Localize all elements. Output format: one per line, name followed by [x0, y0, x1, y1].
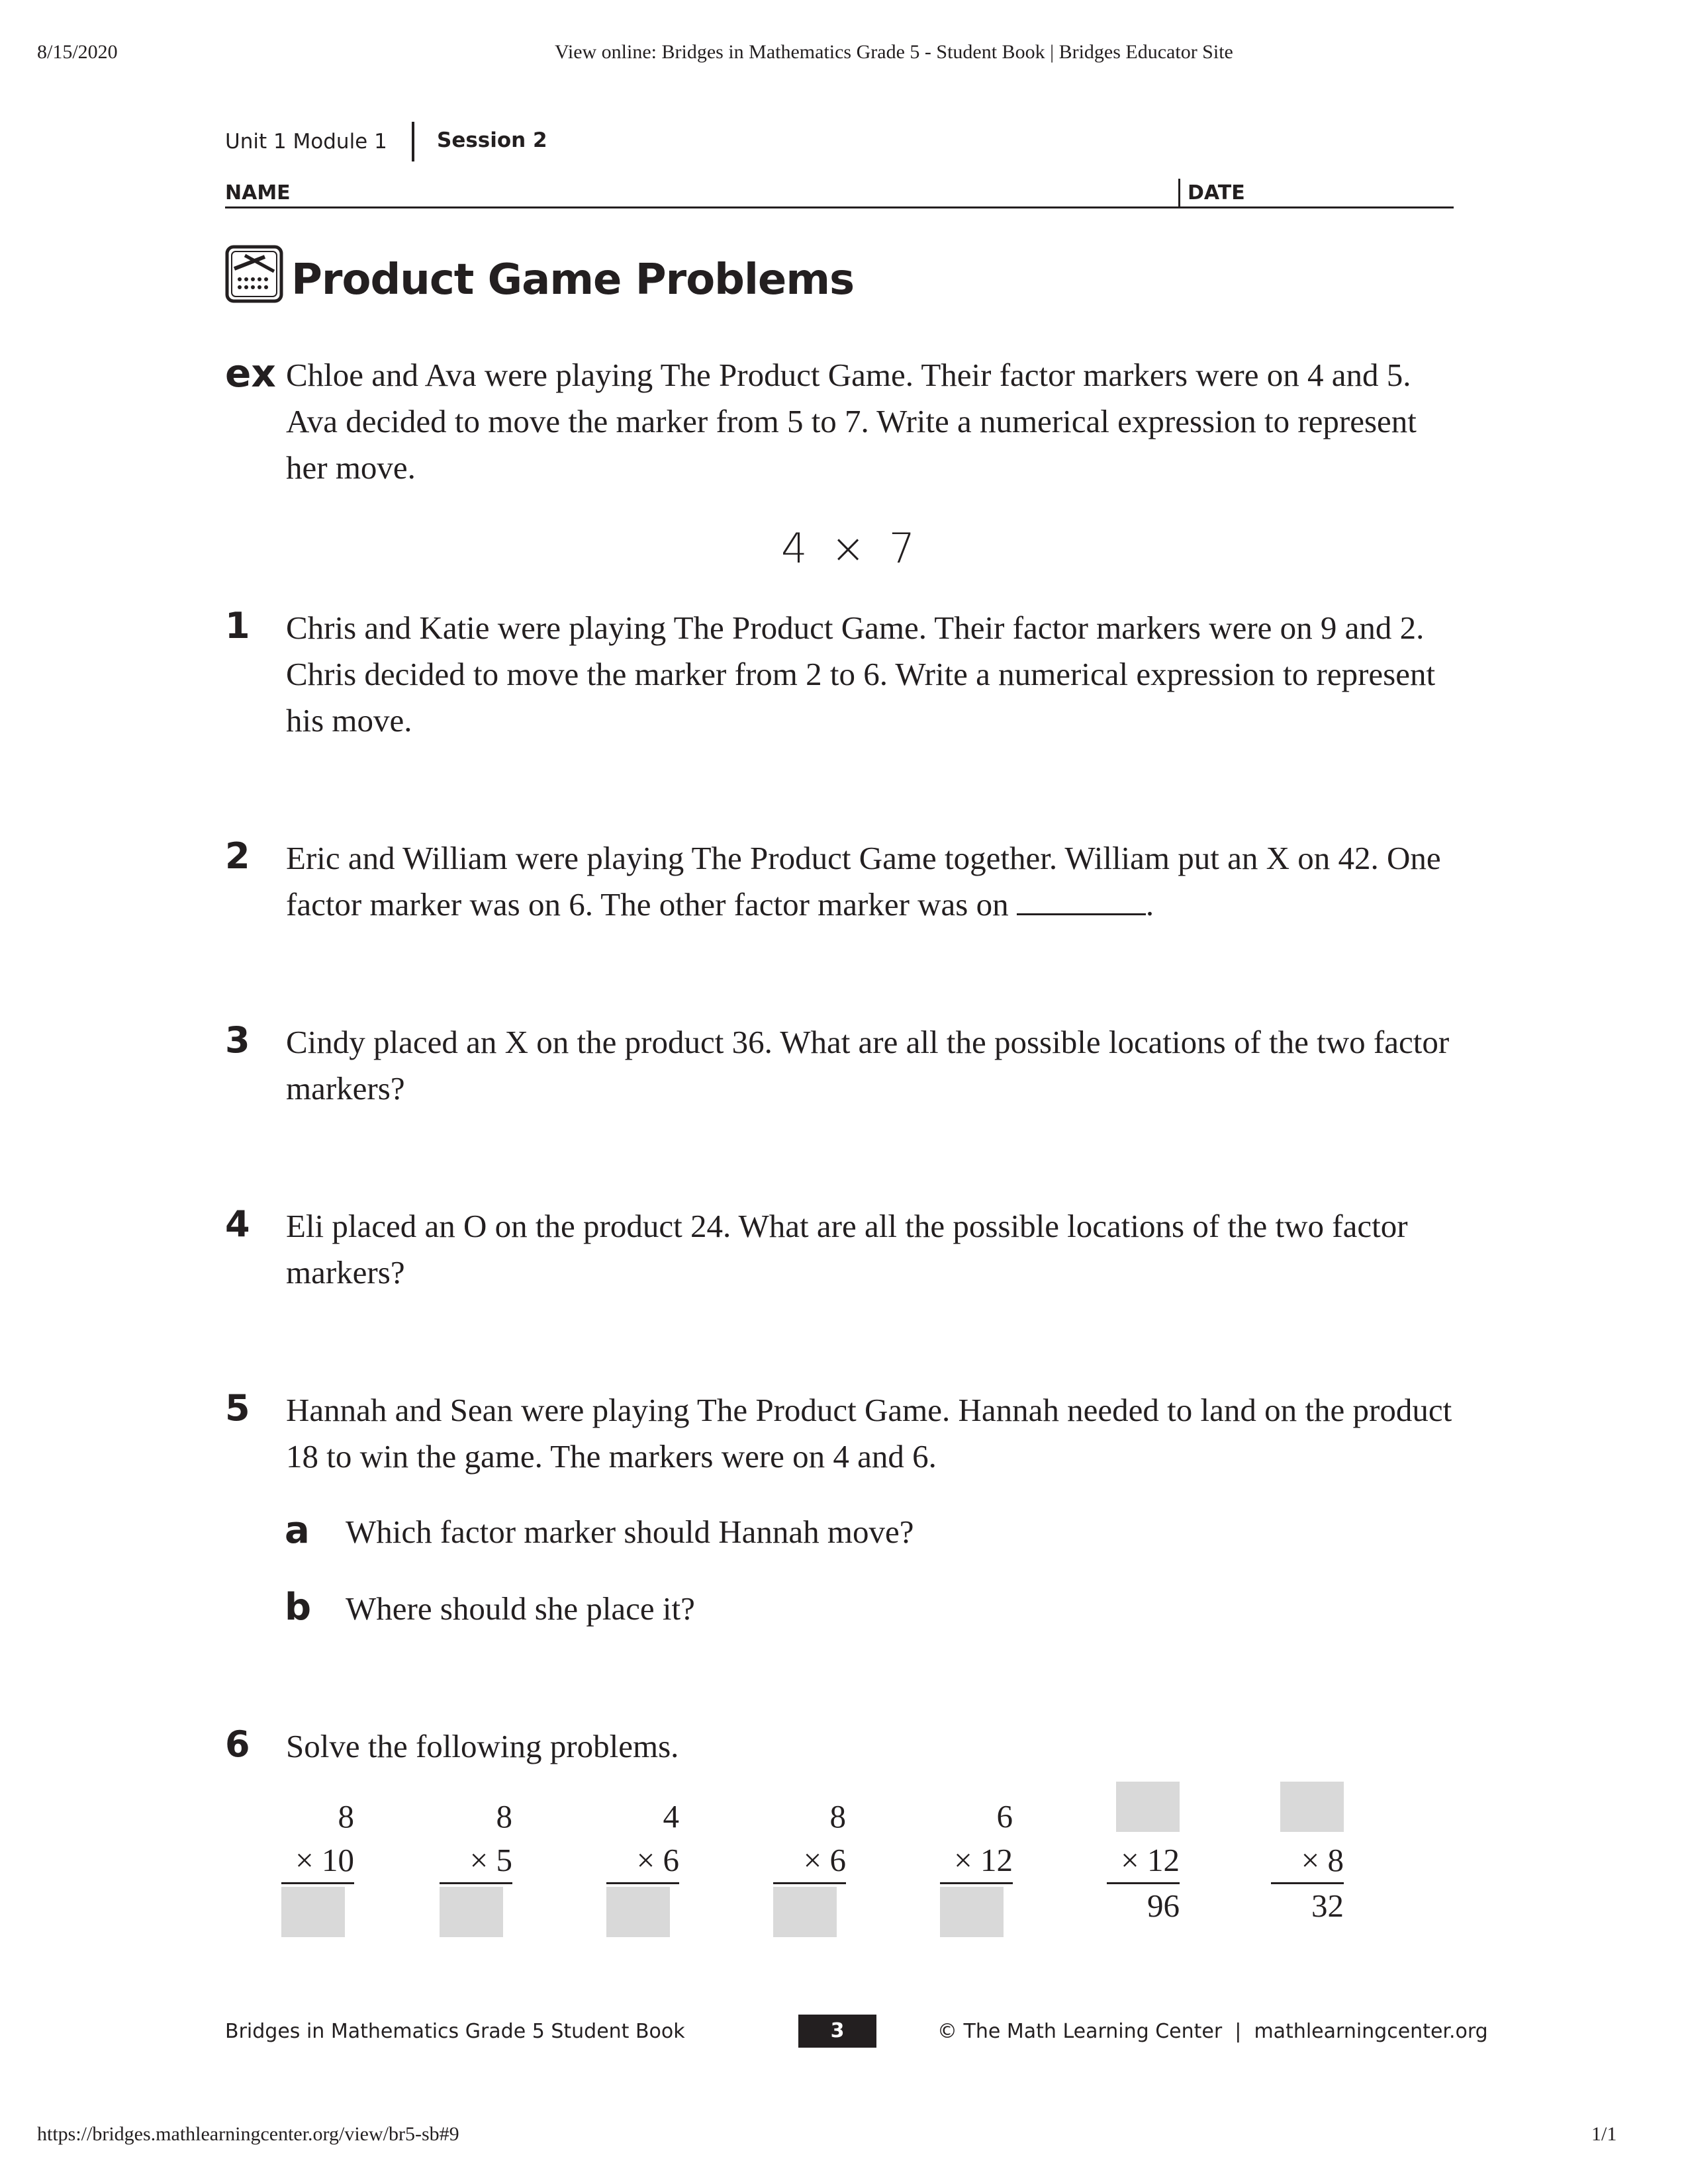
- multiplication-problem: [1271, 1795, 1344, 1928]
- factor-multiplier: × 5: [440, 1839, 512, 1884]
- answer-box[interactable]: [773, 1887, 837, 1937]
- problem-number: 2: [225, 835, 250, 877]
- game-board-icon: [225, 245, 283, 303]
- footer-copyright: © The Math Learning Center | mathlearningcenter.org: [937, 2020, 1488, 2043]
- print-title: View online: Bridges in Mathematics Grade 5 - Student Book | Bridges Educator Site: [555, 41, 1233, 63]
- problem-text: Eli placed an O on the product 24. What are all the possible locations of the two factor markers?: [286, 1208, 1408, 1291]
- problem-text: Eric and William were playing The Product Game together. William put an X on 42. One factor marker was on 6. The other factor marker was on .: [286, 840, 1441, 923]
- problem-text: Cindy placed an X on the product 36. What are all the possible locations of the two factor markers?: [286, 1024, 1450, 1107]
- product-value: 32: [1311, 1888, 1344, 1924]
- problem-number: 4: [225, 1203, 250, 1245]
- factor-multiplier: × 12: [940, 1839, 1013, 1884]
- page-number: 3: [798, 2015, 876, 2048]
- factor-multiplier: × 8: [1271, 1839, 1344, 1884]
- multiplication-problem: [281, 1795, 354, 1928]
- name-line[interactable]: [225, 206, 1454, 208]
- example-label: ex: [225, 351, 276, 396]
- product-value: 96: [1147, 1888, 1180, 1924]
- multiplication-problem: [940, 1795, 1013, 1928]
- answer-box[interactable]: [281, 1887, 345, 1937]
- factor-top: 8: [829, 1798, 846, 1835]
- answer-box[interactable]: [940, 1887, 1004, 1937]
- print-url: https://bridges.mathlearningcenter.org/view/br5-sb#9: [37, 2123, 459, 2145]
- unit-module-label: Unit 1 Module 1: [225, 130, 387, 154]
- problem-number: 5: [225, 1387, 250, 1429]
- factor-multiplier: × 12: [1107, 1839, 1180, 1884]
- part-text: Where should she place it?: [346, 1590, 695, 1627]
- factor-box[interactable]: [1116, 1782, 1180, 1832]
- date-divider: [1178, 179, 1180, 208]
- factor-multiplier: × 6: [606, 1839, 679, 1884]
- print-page-count: 1/1: [1591, 2123, 1617, 2145]
- part-label: a: [285, 1509, 310, 1552]
- footer-book: Bridges in Mathematics Grade 5 Student Book: [225, 2020, 685, 2043]
- factor-top: 4: [663, 1798, 679, 1835]
- part-text: Which factor marker should Hannah move?: [346, 1514, 914, 1550]
- answer-blank[interactable]: [1017, 884, 1146, 915]
- example-text: Chloe and Ava were playing The Product Game. Their factor markers were on 4 and 5. Ava decided to move the marker from 5 to 7. Write a numerical expression to represent her move.: [286, 357, 1417, 486]
- multiplication-problem: [606, 1795, 679, 1928]
- problem-number: 6: [225, 1723, 250, 1765]
- name-label: NAME: [225, 181, 291, 205]
- print-date: 8/15/2020: [37, 41, 118, 63]
- multiplication-problem: [440, 1795, 512, 1928]
- problem-number: 1: [225, 605, 250, 647]
- answer-box[interactable]: [606, 1887, 670, 1937]
- page-title: Product Game Problems: [291, 255, 855, 304]
- problem-text: Chris and Katie were playing The Product Game. Their factor markers were on 9 and 2. Chris decided to move the marker from 2 to 6. Write a numerical expression to represent his move.: [286, 610, 1436, 739]
- factor-box[interactable]: [1280, 1782, 1344, 1832]
- problem-text: Hannah and Sean were playing The Product Game. Hannah needed to land on the product 18 to win the game. The markers were on 4 and 6.: [286, 1392, 1452, 1475]
- answer-box[interactable]: [440, 1887, 503, 1937]
- factor-multiplier: × 10: [281, 1839, 354, 1884]
- problem-number: 3: [225, 1019, 250, 1061]
- part-label: b: [285, 1586, 312, 1629]
- factor-top: 6: [996, 1798, 1013, 1835]
- header-divider: [412, 122, 414, 161]
- date-label: DATE: [1188, 181, 1245, 205]
- example-answer: 4 × 7: [781, 524, 921, 572]
- session-label: Session 2: [437, 128, 547, 152]
- multiplication-problem: [773, 1795, 846, 1928]
- factor-top: 8: [496, 1798, 512, 1835]
- problem-text: Solve the following problems.: [286, 1728, 679, 1764]
- multiplication-problem: [1107, 1795, 1180, 1928]
- factor-multiplier: × 6: [773, 1839, 846, 1884]
- factor-top: 8: [338, 1798, 354, 1835]
